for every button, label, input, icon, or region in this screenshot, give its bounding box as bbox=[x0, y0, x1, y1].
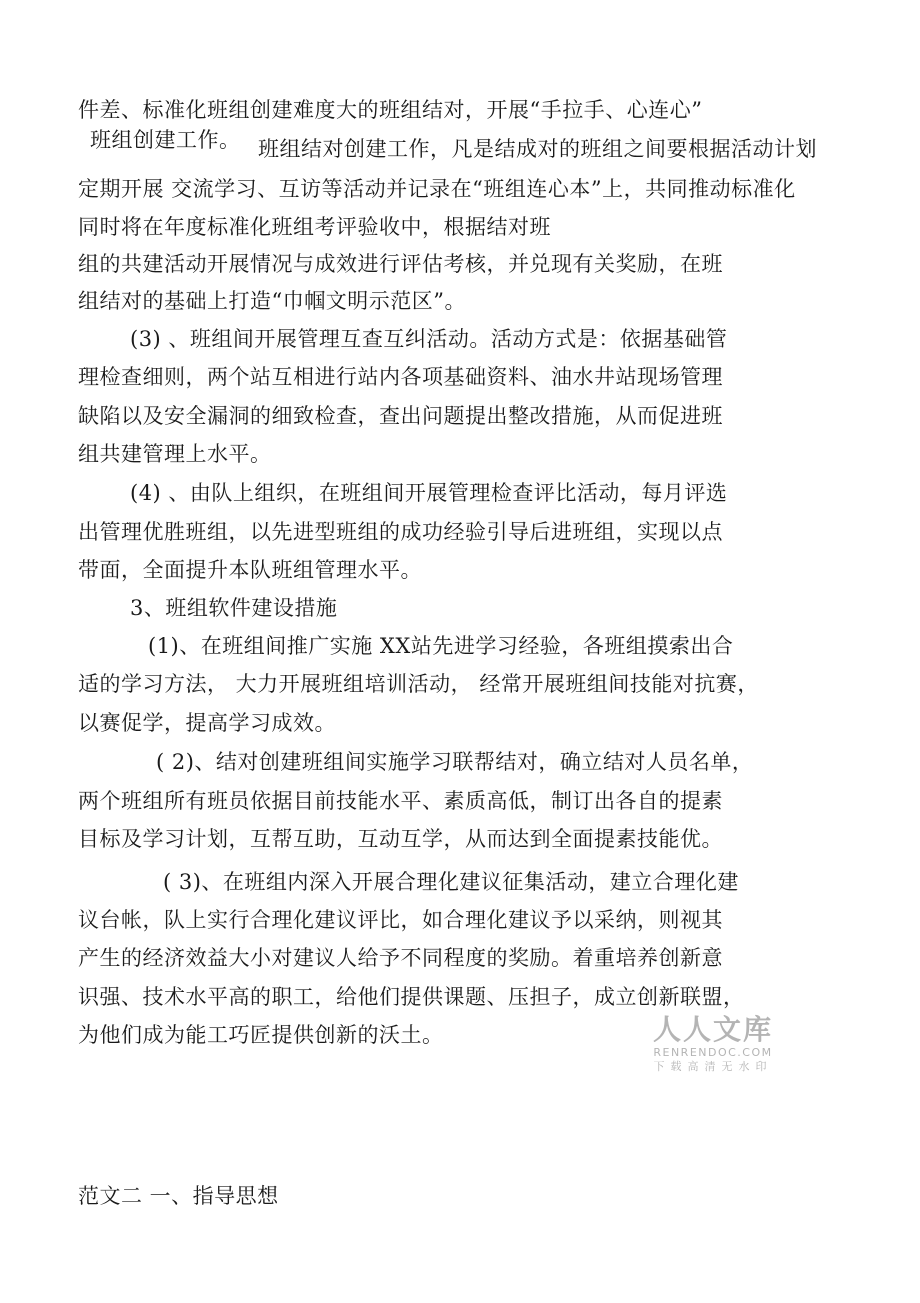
text-line: 组共建管理上水平。 bbox=[78, 442, 272, 466]
text-line: 以赛促学，提高学习成效。 bbox=[78, 711, 336, 735]
text-line: (4) 、由队上组织，在班组间开展管理检查评比活动，每月评选 bbox=[130, 481, 728, 505]
text-line: (3) 、班组间开展管理互查互纠活动。活动方式是：依据基础管 bbox=[130, 327, 728, 351]
text-line: 识强、技术水平高的职工，给他们提供课题、压担子，成立创新联盟， bbox=[78, 985, 745, 1009]
watermark-logo bbox=[648, 1014, 778, 1074]
text-line: 目标及学习计划，互帮互助，互动互学，从而达到全面提素技能优。 bbox=[78, 827, 723, 851]
text-line: 两个班组所有班员依据目前技能水平、素质高低，制订出各自的提素 bbox=[78, 789, 723, 813]
text-line: 班组结对创建工作，凡是结成对的班组之间要根据活动计划 bbox=[258, 137, 817, 161]
watermark-url: RENRENDOC.COM bbox=[653, 1046, 773, 1059]
text-line: 议台帐，队上实行合理化建议评比，如合理化建议予以采纳，则视其 bbox=[78, 908, 723, 932]
text-line: 组的共建活动开展情况与成效进行评估考核，并兑现有关奖励，在班 bbox=[78, 252, 723, 276]
text-line: 带面，全面提升本队班组管理水平。 bbox=[78, 558, 422, 582]
text-line: 同时将在年度标准化班组考评验收中，根据结对班 bbox=[78, 215, 551, 239]
text-line: (1)、在班组间推广实施 XX站先进学习经验，各班组摸索出合 bbox=[148, 634, 734, 658]
text-line: 出管理优胜班组，以先进型班组的成功经验引导后进班组，实现以点 bbox=[78, 520, 723, 544]
text-line: 理检查细则，两个站互相进行站内各项基础资料、油水井站现场管理 bbox=[78, 365, 723, 389]
text-line: 组结对的基础上打造“巾帼文明示范区”。 bbox=[78, 289, 466, 313]
section-heading: 3、班组软件建设措施 bbox=[130, 596, 338, 620]
text-line: 产生的经济效益大小对建议人给予不同程度的奖励。着重培养创新意 bbox=[78, 946, 723, 970]
text-line: 定期开展 交流学习、互访等活动并记录在“班组连心本”上，共同推动标准化 bbox=[78, 177, 796, 201]
text-line: 班组创建工作。 bbox=[90, 128, 241, 152]
watermark-subtitle: 下载高清无水印 bbox=[653, 1060, 773, 1073]
text-line: 适的学习方法， 大力开展班组培训活动， 经常开展班组间技能对抗赛， bbox=[78, 672, 759, 696]
text-line: ( 2)、结对创建班组间实施学习联帮结对，确立结对人员名单， bbox=[156, 750, 754, 774]
text-line: ( 3)、在班组内深入开展合理化建议征集活动，建立合理化建 bbox=[163, 870, 739, 894]
watermark-title: 人人文库 bbox=[652, 1013, 773, 1046]
text-line: 件差、标准化班组创建难度大的班组结对，开展“手拉手、心连心” bbox=[78, 98, 703, 122]
text-line: 缺陷以及安全漏洞的细致检查，查出问题提出整改措施，从而促进班 bbox=[78, 404, 723, 428]
text-line: 为他们成为能工巧匠提供创新的沃土。 bbox=[78, 1023, 444, 1047]
section-heading: 范文二 一、指导思想 bbox=[78, 1184, 279, 1208]
